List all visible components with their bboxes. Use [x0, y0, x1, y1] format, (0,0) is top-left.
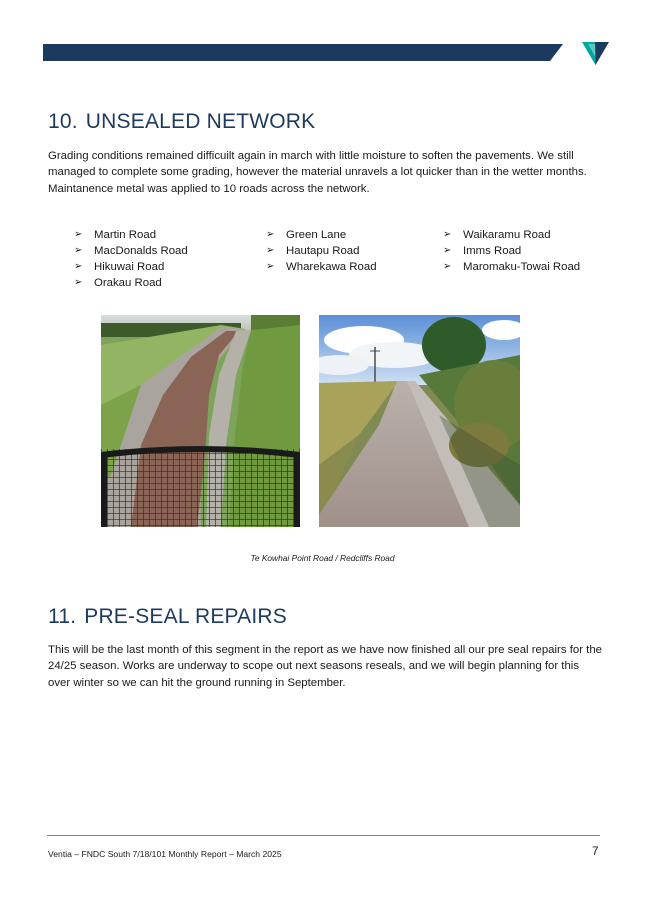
- arrow-bullet-icon: ➢: [74, 229, 83, 240]
- arrow-bullet-icon: ➢: [74, 277, 83, 288]
- section-11-paragraph: This will be the last month of this segment in the report as we have now finished all our pre seal repairs for the 24/25 season. Works are underway to scope out next seasons reseals, and we will begin planning for this over winter so we can hit the ground running in September.: [48, 644, 602, 689]
- arrow-bullet-icon: ➢: [266, 261, 275, 272]
- photo-caption: Te Kowhai Point Road / Redcliffs Road: [250, 553, 395, 563]
- arrow-bullet-icon: ➢: [266, 245, 275, 256]
- section-11-title: PRE-SEAL REPAIRS: [84, 605, 287, 628]
- section-10-number: 10.: [48, 110, 78, 133]
- list-item: ➢ Maromaku-Towai Road: [443, 261, 581, 273]
- arrow-bullet-icon: ➢: [266, 229, 275, 240]
- footer-text: Ventia – FNDC South 7/18/101 Monthly Report – March 2025: [48, 849, 282, 859]
- arrow-bullet-icon: ➢: [443, 261, 452, 272]
- header-bar: [43, 44, 563, 61]
- list-item: ➢ Waikaramu Road: [443, 229, 551, 241]
- redcliffs-road-photo: [319, 315, 520, 527]
- section-10-heading: [48, 110, 315, 134]
- list-item: ➢ MacDonalds Road: [74, 245, 188, 257]
- section-11-heading: [48, 605, 287, 629]
- arrow-bullet-icon: ➢: [443, 229, 452, 240]
- list-item: ➢ Hikuwai Road: [74, 261, 165, 273]
- section-10-title: UNSEALED NETWORK: [85, 110, 316, 133]
- list-item: ➢ Imms Road: [443, 245, 522, 257]
- list-item: ➢ Orakau Road: [74, 277, 162, 289]
- list-item: ➢ Green Lane: [266, 229, 347, 241]
- road-list-column-1: [74, 227, 188, 291]
- road-list-column-2: [266, 227, 377, 275]
- road-list-column-3: [443, 227, 580, 275]
- footer-divider: [47, 835, 600, 836]
- section-11-number: 11.: [48, 605, 77, 628]
- arrow-bullet-icon: ➢: [74, 261, 83, 272]
- te-kowhai-point-road-photo: [101, 315, 300, 527]
- ventia-logo-icon: [582, 41, 609, 66]
- section-10-paragraph: Grading conditions remained difficuilt again in march with little moisture to soften the pavements. We still managed to complete some grading, however the material unravels a lot quicker than in the wetter months. Maintanence metal was applied to 10 roads across the network.: [48, 150, 587, 195]
- arrow-bullet-icon: ➢: [74, 245, 83, 256]
- page-number: 7: [592, 846, 599, 858]
- list-item: ➢ Wharekawa Road: [266, 261, 377, 273]
- list-item: ➢ Hautapu Road: [266, 245, 360, 257]
- list-item: ➢ Martin Road: [74, 229, 157, 241]
- arrow-bullet-icon: ➢: [443, 245, 452, 256]
